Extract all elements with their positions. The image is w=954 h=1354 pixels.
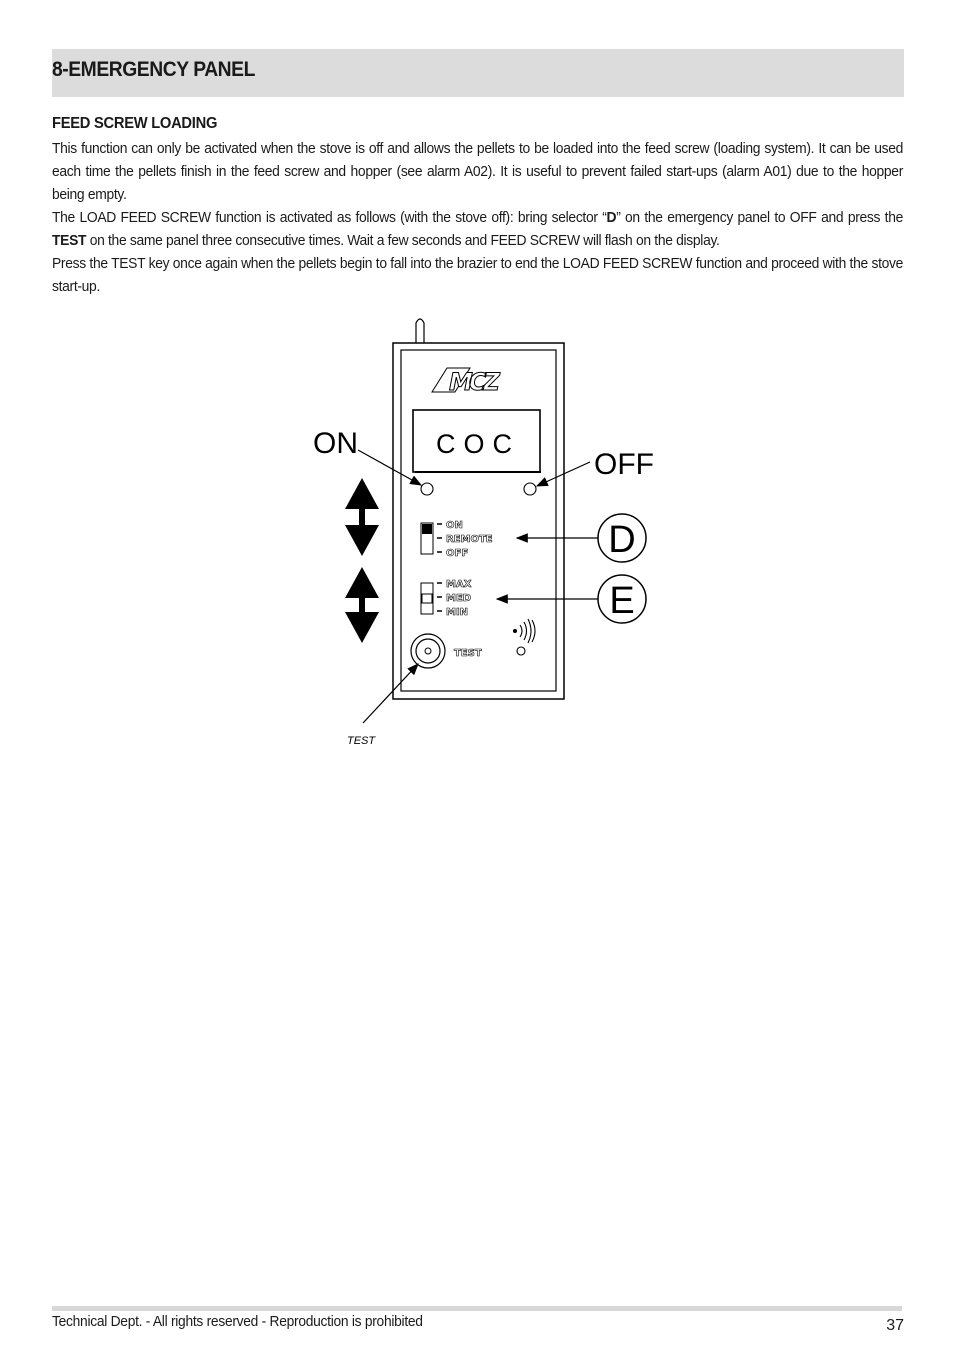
led-off [524,483,536,495]
display-text: COC [436,429,520,459]
selector-d-option-remote: REMOTE [446,534,493,545]
page-number: 37 [886,1317,904,1334]
section-title: 8-EMERGENCY PANEL [52,58,255,81]
brand-text: MCZ [449,368,496,396]
label-on: ON [313,427,358,460]
remote-led [517,647,525,655]
up-down-arrows-icon [345,478,379,643]
test-caption: TEST [347,735,376,747]
antenna [416,319,424,343]
callout-d: D [608,519,636,561]
led-on [421,483,433,495]
footer-text: Technical Dept. - All rights reserved - Reproduction is prohibited [52,1313,423,1330]
selector-d-option-on: ON [446,520,463,531]
paragraph-2: The LOAD FEED SCREW function is activated as follows (with the stove off): bring selector “D” on the emergency panel to OFF and press the TEST on the same panel three consecutive times. Wait a few seconds and FEED SCREW will flash on the display. [52,209,903,249]
label-off: OFF [594,448,654,481]
test-key-label: TEST [454,648,482,659]
emergency-panel-figure [300,310,680,760]
selector-e-option-max: MAX [446,579,472,590]
body-text [52,137,903,298]
subsection-title: FEED SCREW LOADING [52,115,218,132]
paragraph-1: This function can only be activated when the stove is off and allows the pellets to be loaded into the feed screw (loading system). It can be used each time the pellets finish in the feed screw and hopper (see alarm A02). It is useful to prevent failed start-ups (alarm A01) due to the hopper being empty. [52,140,903,203]
footer-rule [52,1306,902,1311]
selector-e-option-min: MIN [446,607,469,618]
callout-e: E [609,580,635,622]
selector-e-option-med: MED [446,593,472,604]
selector-d-option-off: OFF [446,548,469,559]
test-button[interactable] [411,634,445,668]
paragraph-3: Press the TEST key once again when the pellets begin to fall into the brazier to end the LOAD FEED SCREW function and proceed with the stove start-up. [52,255,903,295]
